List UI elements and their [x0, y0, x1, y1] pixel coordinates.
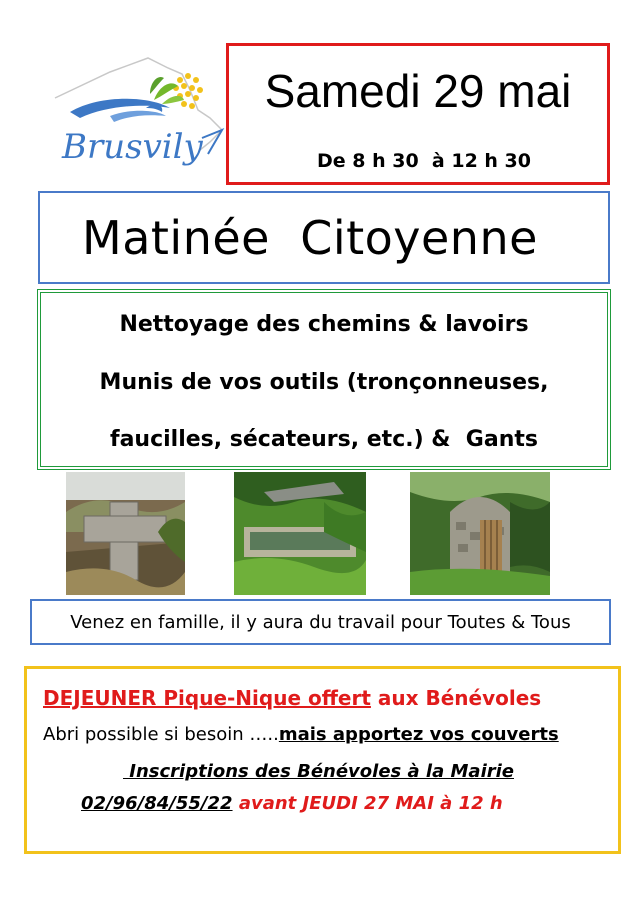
shelter-note [43, 724, 559, 745]
lunch-headline-underlined: DEJEUNER Pique-Nique offert [43, 686, 371, 710]
lunch-headline-rest: aux Bénévoles [370, 686, 542, 710]
task-line: faucilles, sécateurs, etc.) & Gants [110, 427, 538, 452]
task-line: Nettoyage des chemins & lavoirs [119, 312, 529, 337]
phone-number: 02/96/84/55/22 [81, 793, 233, 814]
inscriptions-note: Inscriptions des Bénévoles à la Mairie [123, 761, 514, 782]
deadline-text: avant JEUDI 27 MAI à 12 h [232, 793, 503, 814]
lavoir-photo [234, 472, 366, 595]
stone-cross-photo [66, 472, 185, 595]
shelter-bold: mais apportez vos couverts [278, 724, 559, 745]
family-message: Venez en famille, il y aura du travail pour Toutes & Tous [70, 612, 571, 633]
contact-line [81, 793, 503, 814]
lunch-box [24, 666, 621, 854]
event-date: Samedi 29 mai [264, 65, 572, 117]
tasks-box [37, 289, 611, 470]
family-banner [30, 599, 611, 645]
event-title: Matinée Citoyenne [82, 211, 538, 265]
shelter-text: Abri possible si besoin ….. [43, 724, 279, 745]
brusvily-logo [50, 50, 230, 180]
logo-graphic [50, 50, 230, 180]
task-line: Munis de vos outils (tronçonneuses, [99, 370, 549, 395]
lunch-headline [43, 686, 541, 710]
event-hours: De 8 h 30 à 12 h 30 [317, 150, 531, 172]
stone-well-photo [410, 472, 550, 595]
date-box [226, 43, 610, 185]
svg-text:Brusvily: Brusvily [62, 127, 203, 167]
title-box [38, 191, 610, 284]
